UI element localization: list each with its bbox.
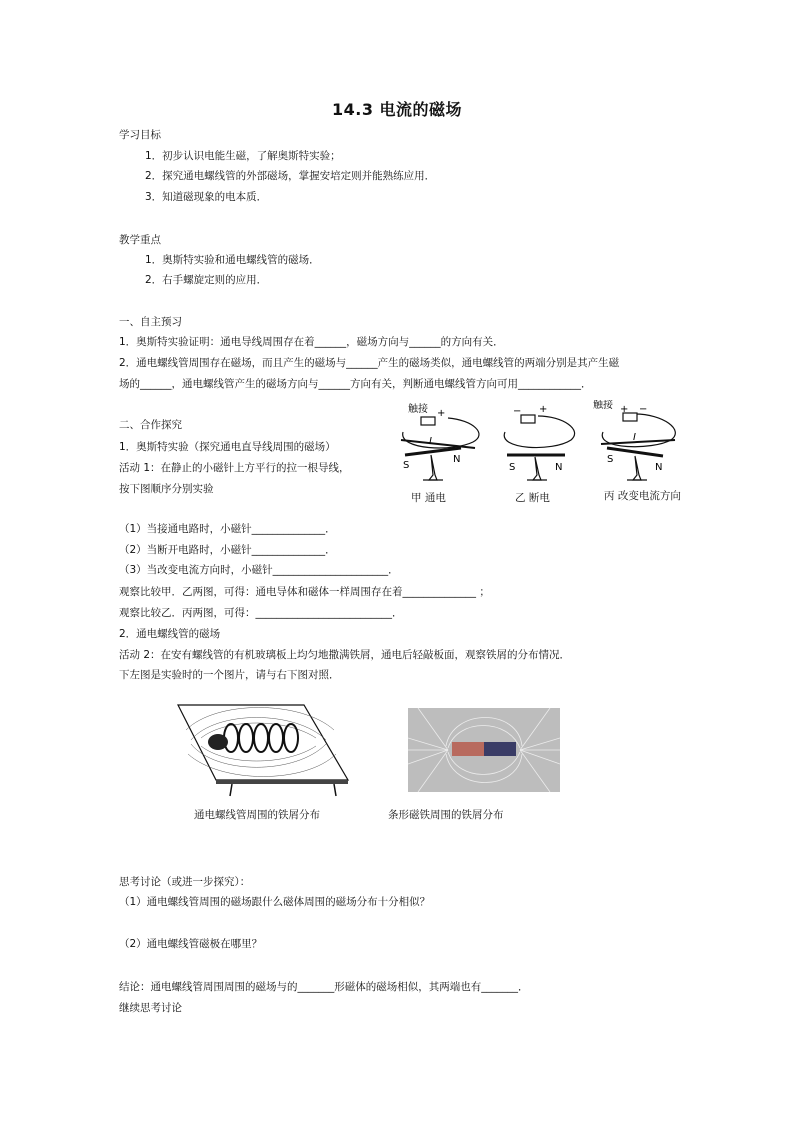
observation-3: （3）当改变电流方向时，小磁针______________________． [119, 564, 399, 576]
goal-item: 1．初步认识电能生磁，了解奥斯特实验； [145, 150, 341, 162]
south-pole-label: S [509, 462, 516, 473]
preview-question-2b: 场的______，通电螺线管产生的磁场方向与______方向有关，判断通电螺线管方向可用____________． [119, 378, 592, 390]
goal-item: 3．知道磁现象的电本质． [145, 191, 268, 203]
minus-sign: − [639, 404, 648, 415]
current-label: I [633, 432, 636, 443]
comparison-2: 观察比较乙．丙两图，可得：__________________________． [119, 607, 403, 619]
goals-heading: 学习目标 [119, 129, 161, 141]
minus-sign: − [513, 406, 522, 417]
north-pole-label: N [655, 462, 663, 473]
explore-heading: 二、合作探究 [119, 419, 182, 431]
comparison-1: 观察比较甲．乙两图，可得：通电导体和磁体一样周围存在着______________ ； [119, 586, 490, 598]
explore-sub1: 1．奥斯特实验（探究通电直导线周围的磁场） [119, 441, 336, 453]
image-caption-left: 通电螺线管周围的铁屑分布 [194, 809, 320, 821]
activity-2b: 下左图是实验时的一个图片，请与右下图对照． [119, 669, 340, 681]
goal-item: 2．探究通电螺线管的外部磁场，掌握安培定则并能熟练应用． [145, 170, 436, 182]
activity-1-line-b: 按下图顺序分别实验 [119, 483, 214, 495]
discussion-continue: 继续思考讨论 [119, 1002, 182, 1014]
key-point-item: 1．奥斯特实验和通电螺线管的磁场． [145, 254, 320, 266]
observation-1: （1）当接通电路时，小磁针______________． [119, 523, 336, 535]
observation-2: （2）当断开电路时，小磁针______________． [119, 544, 336, 556]
bar-magnet-iron-filings-image [408, 708, 560, 792]
contact-label-3: 触接 [593, 400, 613, 411]
preview-question-1: 1．奥斯特实验证明：通电导线周围存在着______，磁场方向与______的方向有关． [119, 336, 504, 348]
activity-1-line-a: 活动 1：在静止的小磁针上方平行的拉一根导线， [119, 462, 350, 474]
solenoid-iron-filings-image [176, 700, 352, 798]
contact-label-1: 触接 [408, 404, 428, 415]
preview-question-2a: 2．通电螺线管周围存在磁场，而且产生的磁场与______产生的磁场类似，通电螺线管的两端分别是其产生磁 [119, 357, 620, 369]
plus-sign: + [539, 404, 548, 415]
discussion-heading: 思考讨论（或进一步探究）： [119, 876, 251, 888]
discussion-conclusion: 结论：通电螺线管周围周围的磁场与的_______形磁体的磁场相似，其两端也有_______． [119, 981, 529, 993]
north-pole-label: N [453, 454, 461, 465]
figure-caption-b: 乙 断电 [515, 492, 550, 504]
key-point-item: 2．右手螺旋定则的应用． [145, 274, 268, 286]
activity-2: 活动 2：在安有螺线管的有机玻璃板上均匀地撒满铁屑，通电后轻敲板面，观察铁屑的分布情况． [119, 649, 571, 661]
discussion-question-1: （1）通电螺线管周围的磁场跟什么磁体周围的磁场分布十分相似？ [119, 896, 431, 908]
south-pole-label: S [607, 454, 614, 465]
south-pole-label: S [403, 460, 410, 471]
discussion-question-2: （2）通电螺线管磁极在哪里？ [119, 938, 263, 950]
page-title: 14.3 电流的磁场 [331, 100, 463, 119]
current-label: I [429, 436, 432, 447]
figure-caption-a: 甲 通电 [411, 492, 446, 504]
key-points-heading: 教学重点 [119, 234, 161, 246]
preview-heading: 一、自主预习 [119, 316, 182, 328]
figure-caption-c: 丙 改变电流方向 [604, 490, 681, 502]
plus-sign: + [620, 404, 629, 415]
image-caption-right: 条形磁铁周围的铁屑分布 [388, 809, 504, 821]
plus-sign: + [437, 408, 446, 419]
explore-sub2: 2．通电螺线管的磁场 [119, 628, 221, 640]
north-pole-label: N [555, 462, 563, 473]
